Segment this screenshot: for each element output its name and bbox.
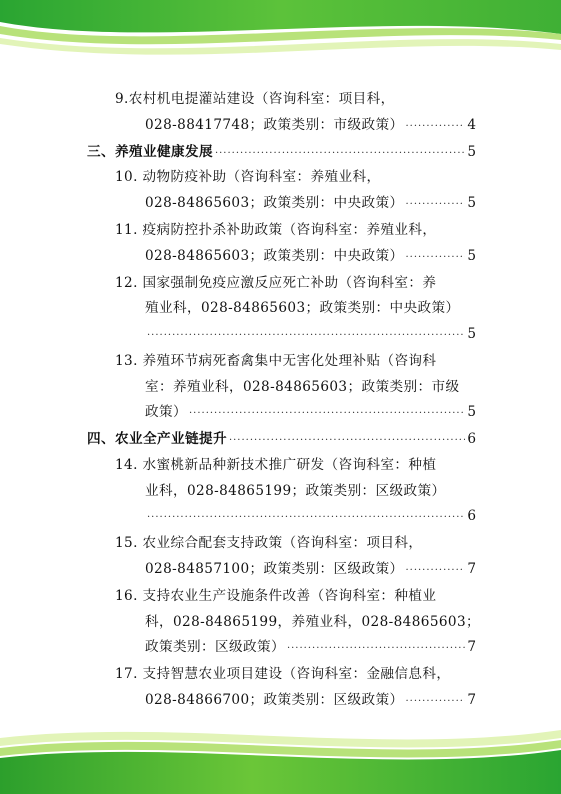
toc-entry-line[interactable] [145, 505, 476, 527]
entry-text: 政策） [145, 404, 187, 421]
toc-entry-line[interactable] [145, 611, 480, 633]
toc-entry-line[interactable] [115, 272, 436, 294]
toc-entry-line[interactable] [145, 636, 476, 658]
page-number: 7 [467, 639, 476, 656]
toc-section-heading[interactable] [87, 428, 476, 450]
dot-leader [215, 143, 465, 165]
toc-entry-line[interactable] [145, 323, 476, 345]
toc-entry-line[interactable] [145, 401, 476, 423]
dot-leader [405, 194, 465, 216]
page-number: 6 [467, 508, 476, 525]
entry-text: 028-88417748；政策类别：市级政策） [145, 116, 404, 133]
page-number: 5 [467, 404, 476, 421]
entry-text: 028-84865603；政策类别：中央政策） [145, 247, 404, 264]
entry-text: 17. 支持智慧农业项目建设（咨询科室：金融信息科， [115, 666, 451, 683]
toc-entry-line[interactable] [145, 192, 476, 214]
entry-text: 028-84866700；政策类别：区级政策） [145, 691, 404, 708]
toc-entry-line[interactable] [145, 558, 476, 580]
toc-entry-line[interactable] [145, 297, 459, 319]
entry-text: 12. 国家强制免疫应激反应死亡补助（咨询科室：养 [115, 274, 437, 291]
toc-entry-line[interactable] [115, 166, 380, 188]
section-title: 三、养殖业健康发展 [87, 143, 213, 160]
toc-entry-line[interactable] [115, 532, 422, 554]
page-number: 6 [467, 431, 476, 448]
toc-entry-line[interactable] [115, 350, 436, 372]
entry-text: 11. 疫病防控扑杀补助政策（咨询科室：养殖业科， [115, 222, 437, 238]
toc-entry-line[interactable] [115, 454, 436, 476]
dot-leader [405, 247, 465, 269]
toc-section-heading[interactable] [87, 141, 476, 163]
entry-text: 科，028-84865199，养殖业科，028-84865603； [145, 613, 481, 630]
section-title: 四、农业全产业链提升 [87, 431, 227, 448]
page-number: 7 [467, 691, 476, 708]
entry-text: 9.农村机电提灌站建设（咨询科室：项目科， [115, 91, 395, 107]
dot-leader [147, 325, 465, 347]
page-number: 7 [467, 560, 476, 577]
entry-text: 13. 养殖环节病死畜禽集中无害化处理补贴（咨询科 [115, 353, 437, 369]
dot-leader [287, 638, 465, 660]
entry-text: 10. 动物防疫补助（咨询科室：养殖业科， [115, 169, 381, 186]
toc-entry-line[interactable] [145, 376, 459, 398]
dot-leader [405, 560, 465, 582]
entry-text: 028-84857100；政策类别：区级政策） [145, 560, 404, 577]
toc-entry-line[interactable] [115, 585, 436, 607]
page-number: 5 [467, 143, 476, 160]
entry-text: 室：养殖业科，028-84865603；政策类别：市级 [145, 378, 460, 395]
entry-text: 政策类别：区级政策） [145, 639, 285, 656]
entry-text: 15. 农业综合配套支持政策（咨询科室：项目科， [115, 535, 423, 552]
toc-entry-line[interactable] [145, 689, 476, 711]
entry-text: 业科，028-84865199；政策类别：区级政策） [145, 482, 446, 499]
dot-leader [405, 691, 465, 713]
toc-entry-line[interactable] [145, 245, 476, 267]
dot-leader [229, 430, 465, 452]
entry-text: 16. 支持农业生产设施条件改善（咨询科室：种植业 [115, 587, 437, 604]
page-number: 5 [467, 247, 476, 264]
page-number: 5 [467, 194, 476, 211]
entry-text: 殖业科，028-84865603；政策类别：中央政策） [145, 300, 460, 317]
dot-leader [147, 507, 465, 529]
entry-text: 028-84865603；政策类别：中央政策） [145, 194, 404, 211]
toc-entry-line[interactable] [145, 114, 476, 136]
dot-leader [189, 403, 465, 425]
toc-entry-line[interactable] [115, 219, 436, 241]
page-number: 5 [467, 325, 476, 342]
dot-leader [405, 116, 465, 138]
page-number: 4 [467, 116, 476, 133]
toc-entry-line[interactable] [145, 480, 445, 502]
toc-entry-line[interactable] [115, 88, 395, 110]
toc-entry-line[interactable] [115, 663, 450, 685]
entry-text: 14. 水蜜桃新品种新技术推广研发（咨询科室：种植 [115, 456, 437, 473]
